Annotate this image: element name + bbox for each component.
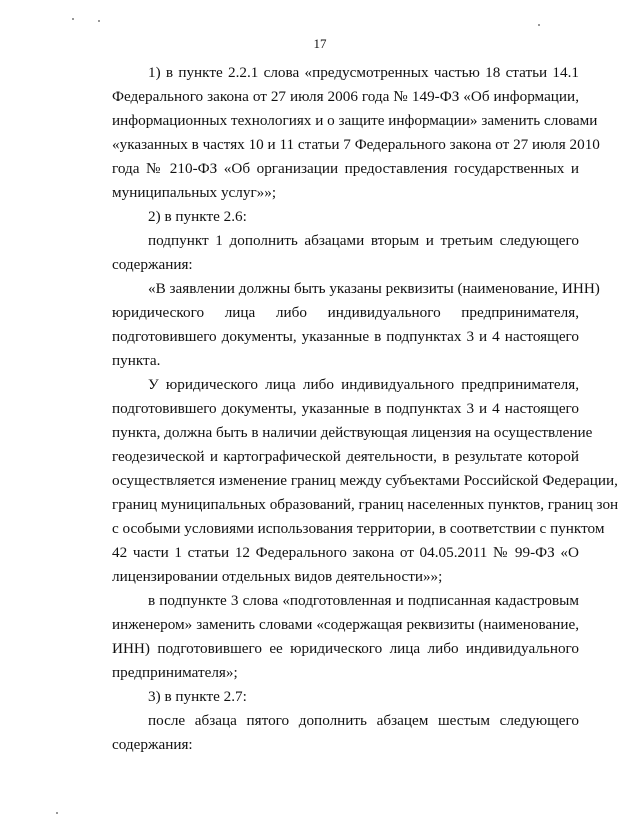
text-line: границ муниципальных образований, границ населенных пунктов, границ зон bbox=[112, 496, 619, 513]
text-line: с особыми условиями использования территории, в соответствии с пунктом bbox=[112, 520, 605, 537]
text-line: юридического лица либо индивидуального предпринимателя, bbox=[112, 304, 579, 321]
text-line: подготовившего документы, указанные в подпунктах 3 и 4 настоящего bbox=[112, 328, 579, 345]
text-line: 42 части 1 статьи 12 Федерального закона от 04.05.2011 № 99-ФЗ «О bbox=[112, 544, 579, 561]
text-line: ИНН) подготовившего ее юридического лица либо индивидуального bbox=[112, 640, 579, 657]
text-line: геодезической и картографической деятельности, в результате которой bbox=[112, 448, 579, 465]
scan-speck bbox=[56, 812, 58, 814]
text-line: осуществляется изменение границ между субъектами Российской Федерации, bbox=[112, 472, 618, 489]
text-line: информационных технологиях и о защите информации» заменить словами bbox=[112, 112, 598, 129]
scan-speck bbox=[538, 24, 540, 26]
text-line: подготовившего документы, указанные в подпунктах 3 и 4 настоящего bbox=[112, 400, 579, 417]
text-line: муниципальных услуг»»; bbox=[112, 184, 277, 201]
text-line: У юридического лица либо индивидуального предпринимателя, bbox=[148, 376, 579, 393]
scan-speck bbox=[98, 20, 100, 22]
text-line: после абзаца пятого дополнить абзацем шестым следующего bbox=[148, 712, 579, 729]
text-line: пункта. bbox=[112, 352, 161, 369]
text-line: «В заявлении должны быть указаны реквизиты (наименование, ИНН) bbox=[148, 280, 600, 297]
text-line: в подпункте 3 слова «подготовленная и подписанная кадастровым bbox=[148, 592, 579, 609]
text-line: пункта, должна быть в наличии действующая лицензия на осуществление bbox=[112, 424, 593, 441]
page-number: 17 bbox=[313, 36, 327, 51]
text-line: Федерального закона от 27 июля 2006 года № 149-ФЗ «Об информации, bbox=[112, 88, 579, 105]
text-line: 3) в пункте 2.7: bbox=[148, 688, 247, 705]
text-line: содержания: bbox=[112, 736, 193, 753]
text-line: предпринимателя»; bbox=[112, 664, 238, 681]
text-line: содержания: bbox=[112, 256, 193, 273]
text-line: «указанных в частях 10 и 11 статьи 7 Федерального закона от 27 июля 2010 bbox=[112, 136, 600, 153]
text-line: года № 210-ФЗ «Об организации предоставления государственных и bbox=[112, 160, 579, 177]
text-line: 1) в пункте 2.2.1 слова «предусмотренных частью 18 статьи 14.1 bbox=[148, 64, 579, 81]
text-line: лицензировании отдельных видов деятельности»»; bbox=[112, 568, 443, 585]
text-line: инженером» заменить словами «содержащая реквизиты (наименование, bbox=[112, 616, 579, 633]
text-line: 2) в пункте 2.6: bbox=[148, 208, 247, 225]
scan-speck bbox=[72, 18, 74, 20]
text-line: подпункт 1 дополнить абзацами вторым и третьим следующего bbox=[148, 232, 579, 249]
